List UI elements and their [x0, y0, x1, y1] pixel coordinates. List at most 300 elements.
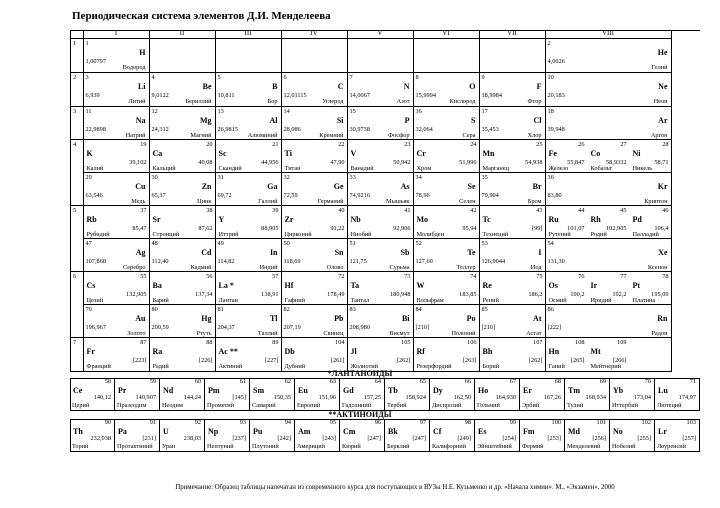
element-name: Платина: [632, 297, 656, 305]
atomic-mass: 200,59: [151, 324, 169, 332]
element-name: Родий: [590, 231, 607, 239]
atomic-mass: 24,312: [151, 125, 169, 133]
element-name: Нептуний: [207, 442, 234, 450]
element-cf: [430, 419, 475, 452]
atomic-number: 31: [217, 174, 224, 182]
atomic-mass: 144,24: [183, 394, 201, 401]
atomic-number: 97: [419, 419, 426, 426]
element-name: Литий: [128, 97, 146, 105]
element-symbol: Pr: [118, 386, 127, 395]
period-label: 7: [73, 339, 77, 347]
atomic-mass: [210]: [415, 324, 430, 332]
element-ru: [546, 206, 588, 239]
element-cd: [150, 239, 216, 272]
atomic-mass: 195,09: [651, 291, 669, 299]
element-symbol: Pm: [208, 386, 220, 395]
element-symbol: He: [657, 48, 668, 57]
element-name: Водород: [122, 64, 146, 71]
element-name: Неодим: [162, 401, 183, 409]
element-symbol: Sn: [334, 248, 344, 258]
element-eu: [295, 378, 340, 411]
element-name: Углерод: [322, 97, 344, 105]
element-name: Вольфрам: [416, 297, 444, 305]
element-symbol: Al: [269, 115, 278, 125]
atomic-mass: 158,924: [405, 394, 426, 401]
atomic-number: 94: [284, 419, 291, 426]
element-symbol: Cr: [416, 149, 426, 159]
atomic-mass: 10,811: [217, 91, 235, 99]
element-rf: [414, 338, 480, 371]
element-rn: [546, 305, 672, 338]
element-name: Жолиотий: [350, 363, 378, 371]
atomic-number: 50: [283, 240, 290, 248]
element-be: [150, 73, 216, 106]
element-symbol: Re: [482, 281, 492, 291]
element-symbol: Sc: [218, 149, 227, 159]
element-name: Висмут: [389, 330, 410, 338]
element-co: [588, 140, 630, 173]
atomic-number: 59: [149, 378, 156, 385]
atomic-number: 84: [415, 306, 422, 314]
element-ir: [588, 272, 630, 305]
element-name: Натрий: [125, 131, 146, 139]
element-symbol: Ru: [548, 215, 559, 225]
element-si: [282, 107, 348, 140]
element-symbol: Bi: [401, 314, 410, 324]
atomic-number: 49: [217, 240, 224, 248]
element-name: Протактиний: [117, 442, 153, 450]
element-name: Серебро: [122, 264, 146, 272]
atomic-number: 47: [85, 240, 92, 248]
element-ta: [348, 272, 414, 305]
atomic-mass: 131,30: [547, 258, 565, 266]
element-br: [480, 173, 546, 206]
element-i: [480, 239, 546, 272]
element-sn: [282, 239, 348, 272]
element-symbol: Ra: [152, 347, 163, 357]
table-cell: [282, 39, 348, 73]
footnote: Примечание: Образец таблицы напечатан из современного курса для поступающих в ВУЗы Н.Е. Кузьменко и др. «Начала химии». М., «Экзамен», 2000: [175, 484, 615, 491]
element-symbol: F: [536, 81, 542, 91]
element-symbol: Er: [523, 386, 532, 395]
atomic-mass: 58,9332: [606, 159, 627, 167]
element-symbol: Cl: [533, 115, 542, 125]
element-mg: [150, 107, 216, 140]
element-symbol: Ho: [478, 386, 489, 395]
element-symbol: Hn: [548, 347, 560, 357]
element-symbol: Ce: [73, 386, 83, 395]
element-name: Марганец: [482, 165, 509, 173]
atomic-mass: 79,904: [481, 192, 499, 200]
atomic-number: 80: [151, 306, 158, 314]
atomic-number: 66: [464, 378, 471, 385]
period-cell: [70, 39, 84, 73]
element-pr: [115, 378, 160, 411]
element-ni: [630, 140, 672, 173]
element-hg: [150, 305, 216, 338]
element-name: Иттербий: [612, 401, 638, 409]
atomic-mass: 51,996: [459, 159, 477, 167]
element-symbol: Ca: [152, 149, 163, 159]
element-name: Титан: [284, 165, 301, 173]
atomic-mass: 88,905: [261, 225, 279, 233]
table-cell: [150, 39, 216, 73]
element-symbol: Pa: [118, 427, 127, 436]
atomic-number: 85: [481, 306, 488, 314]
atomic-mass: 127,60: [415, 258, 433, 266]
element-symbol: K: [86, 149, 93, 159]
atomic-mass: 140,907: [135, 394, 156, 401]
element-name: Хлор: [527, 131, 542, 139]
element-lr: [655, 419, 700, 452]
element-o: [414, 73, 480, 106]
element-symbol: Tc: [482, 215, 491, 225]
atomic-number: 100: [551, 419, 561, 426]
element-symbol: Ir: [590, 281, 598, 291]
atomic-mass: 69,72: [217, 192, 232, 200]
element-li: [84, 73, 150, 106]
atomic-number: 51: [349, 240, 356, 248]
element-name: Кислород: [449, 97, 476, 105]
element-c: [282, 73, 348, 106]
element-name: Лантан: [218, 297, 238, 305]
element-symbol: Nd: [163, 386, 174, 395]
element-tb: [385, 378, 430, 411]
element-re: [480, 272, 546, 305]
atomic-mass: [226]: [198, 357, 213, 365]
atomic-mass: 126,9044: [481, 258, 506, 266]
element-er: [520, 378, 565, 411]
element-cs: [84, 272, 150, 305]
atomic-number: 106: [467, 339, 477, 347]
atomic-number: 8: [415, 73, 419, 81]
atomic-number: 28: [662, 141, 669, 149]
element-symbol: Fr: [86, 347, 95, 357]
element-y: [216, 206, 282, 239]
group-label: VII: [507, 30, 517, 37]
atomic-number: 9: [481, 73, 485, 81]
atomic-number: 37: [140, 207, 147, 215]
element-symbol: Db: [284, 347, 295, 357]
element-symbol: Kr: [657, 182, 668, 192]
atomic-number: 109: [617, 339, 627, 347]
atomic-mass: 39,948: [547, 125, 565, 133]
element-symbol: Mn: [482, 149, 495, 159]
element-name: Фтор: [527, 97, 542, 105]
element-symbol: Sb: [400, 248, 410, 258]
atomic-mass: 26,9815: [217, 125, 238, 133]
atomic-number: 81: [217, 306, 224, 314]
element-symbol: Ge: [333, 182, 344, 192]
element-name: Берклий: [387, 442, 410, 450]
period-label: 3: [73, 107, 77, 115]
element-symbol: Li: [137, 81, 146, 91]
element-mn: [480, 140, 546, 173]
element-symbol: Nb: [350, 215, 361, 225]
element-symbol: Fm: [523, 427, 535, 436]
element-name: Диспрозий: [432, 401, 462, 409]
table-cell: [414, 39, 480, 73]
atomic-number: 38: [206, 207, 213, 215]
element-symbol: Y: [218, 215, 225, 225]
element-name: Бор: [267, 97, 278, 105]
atomic-mass: [266]: [612, 357, 627, 365]
element-th: [70, 419, 115, 452]
element-name: Эрбий: [522, 401, 540, 409]
element-name: Цинк: [197, 198, 212, 206]
element-te: [414, 239, 480, 272]
element-ge: [282, 173, 348, 206]
atomic-number: 54: [547, 240, 554, 248]
atomic-mass: [253]: [547, 435, 561, 442]
atomic-mass: 162,50: [453, 394, 471, 401]
element-symbol: Po: [466, 314, 476, 324]
element-symbol: Ta: [350, 281, 360, 291]
element-gd: [340, 378, 385, 411]
element-name: Мышьяк: [385, 198, 410, 206]
atomic-number: 89: [272, 339, 279, 347]
atomic-number: 55: [140, 273, 147, 281]
atomic-number: 30: [151, 174, 158, 182]
element-ac: [216, 338, 282, 371]
atomic-mass: 20,183: [547, 91, 565, 99]
element-h: [84, 39, 150, 72]
element-symbol: Ar: [658, 115, 668, 125]
element-symbol: Cs: [86, 281, 96, 291]
element-pd: [630, 206, 672, 239]
group-header: [414, 30, 480, 39]
element-name: Кремний: [319, 131, 344, 139]
element-pu: [250, 419, 295, 452]
atomic-number: 19: [140, 141, 147, 149]
table-cell: [348, 39, 414, 73]
atomic-number: 48: [151, 240, 158, 248]
element-name: Гелий: [651, 64, 668, 71]
element-symbol: B: [272, 81, 278, 91]
element-name: Тербий: [387, 401, 407, 409]
atomic-mass: 208,980: [349, 324, 370, 332]
group-label: V: [377, 30, 383, 37]
atomic-mass: [254]: [502, 435, 516, 442]
atomic-mass: 192,2: [612, 291, 627, 299]
element-cm: [340, 419, 385, 452]
element-name: Барий: [152, 297, 169, 305]
element-lu: [655, 378, 700, 411]
element-cu: [84, 173, 150, 206]
element-name: Рений: [482, 297, 499, 305]
element-symbol: Pb: [334, 314, 344, 324]
element-symbol: Pu: [253, 427, 263, 436]
atomic-number: 10: [547, 73, 554, 81]
element-os: [546, 272, 588, 305]
atomic-mass: 72,59: [283, 192, 298, 200]
atomic-mass: 74,9216: [349, 192, 370, 200]
atomic-mass: 92,906: [393, 225, 411, 233]
element-bk: [385, 419, 430, 452]
atomic-mass: 22,9898: [85, 125, 106, 133]
element-symbol: Ba: [152, 281, 162, 291]
atomic-number: 98: [464, 419, 471, 426]
atomic-number: 43: [536, 207, 543, 215]
element-name: Кюрий: [342, 442, 361, 450]
atomic-number: 83: [349, 306, 356, 314]
element-symbol: U: [163, 427, 169, 436]
group-header: [546, 30, 672, 39]
group-label: IV: [310, 30, 318, 37]
atomic-number: 14: [283, 107, 290, 115]
atomic-number: 105: [401, 339, 411, 347]
element-name: Прометий: [207, 401, 234, 409]
group-label: VIII: [601, 30, 615, 37]
atomic-mass: [263]: [462, 357, 477, 365]
element-name: Астат: [526, 330, 542, 338]
element-sr: [150, 206, 216, 239]
element-hf: [282, 272, 348, 305]
atomic-number: 29: [85, 174, 92, 182]
atomic-mass: [231]: [142, 435, 156, 442]
atomic-number: 2: [547, 40, 551, 47]
element-name: Тулий: [567, 401, 584, 409]
element-symbol: Br: [532, 182, 542, 192]
atomic-number: 92: [194, 419, 201, 426]
atomic-number: 73: [404, 273, 411, 281]
atomic-number: 18: [547, 107, 554, 115]
element-name: Гадолиний: [342, 401, 372, 409]
element-tl: [216, 305, 282, 338]
atomic-number: 61: [239, 378, 246, 385]
element-name: Калий: [86, 165, 104, 173]
element-name: Сера: [462, 131, 476, 139]
atomic-mass: 65,37: [151, 192, 166, 200]
atomic-mass: 4,0026: [547, 58, 565, 65]
element-es: [475, 419, 520, 452]
atomic-mass: 118,69: [283, 258, 301, 266]
element-tm: [565, 378, 610, 411]
atomic-mass: 14,0067: [349, 91, 370, 99]
atomic-number: 20: [206, 141, 213, 149]
element-no: [610, 419, 655, 452]
element-name: Франций: [86, 363, 111, 371]
group-header: [282, 30, 348, 39]
element-cl: [480, 107, 546, 140]
atomic-mass: 44,956: [261, 159, 279, 167]
element-zr: [282, 206, 348, 239]
period-label: 6: [73, 273, 77, 281]
atomic-mass: [256]: [592, 435, 606, 442]
element-name: Селен: [459, 198, 476, 206]
atomic-mass: 107,868: [85, 258, 106, 266]
element-symbol: Dy: [433, 386, 443, 395]
atomic-mass: 95,94: [462, 225, 477, 233]
atomic-number: 101: [596, 419, 606, 426]
element-na: [84, 107, 150, 140]
group-label: II: [179, 30, 185, 37]
atomic-number: 27: [620, 141, 627, 149]
element-name: Стронций: [152, 231, 180, 239]
element-fe: [546, 140, 588, 173]
element-symbol: Ne: [658, 81, 668, 91]
element-f: [480, 73, 546, 106]
element-symbol: In: [269, 248, 278, 258]
atomic-mass: 132,905: [126, 291, 147, 299]
atomic-number: 41: [404, 207, 411, 215]
period-label: 1: [73, 40, 77, 47]
element-symbol: Ag: [135, 248, 146, 258]
element-db: [282, 338, 348, 371]
atomic-number: 104: [335, 339, 345, 347]
element-al: [216, 107, 282, 140]
atomic-number: 68: [554, 378, 561, 385]
atomic-number: 71: [689, 378, 696, 385]
atomic-number: 93: [239, 419, 246, 426]
element-name: Железо: [548, 165, 569, 173]
atomic-number: 6: [283, 73, 287, 81]
atomic-number: 4: [151, 73, 155, 81]
element-symbol: Gd: [343, 386, 354, 395]
group-header: [348, 30, 414, 39]
atomic-mass: 55,847: [567, 159, 585, 167]
atomic-number: 75: [536, 273, 543, 281]
atomic-number: 32: [283, 174, 290, 182]
element-name: Никель: [632, 165, 653, 173]
element-name: Галлий: [258, 198, 278, 206]
element-bi: [348, 305, 414, 338]
element-name: Молибден: [416, 231, 444, 239]
atomic-mass: 9,0122: [151, 91, 169, 99]
element-ag: [84, 239, 150, 272]
element-symbol: Hg: [201, 314, 212, 324]
element-name: Актиний: [218, 363, 243, 371]
atomic-mass: [247]: [412, 435, 426, 442]
atomic-mass: 204,37: [217, 324, 235, 332]
element-w: [414, 272, 480, 305]
element-symbol: Mg: [199, 115, 212, 125]
page-title: Периодическая система элементов Д.И. Менделеева: [72, 10, 331, 22]
element-name: Технеций: [482, 231, 509, 239]
element-name: Ртуть: [196, 330, 212, 338]
element-symbol: Mo: [416, 215, 429, 225]
element-symbol: Co: [590, 149, 601, 159]
atomic-mass: [257]: [682, 435, 696, 442]
element-name: Ганий: [548, 363, 565, 371]
element-yb: [610, 378, 655, 411]
atomic-number: 35: [481, 174, 488, 182]
element-symbol: Bk: [388, 427, 398, 436]
element-symbol: Zr: [284, 215, 294, 225]
element-n: [348, 73, 414, 106]
atomic-number: 96: [374, 419, 381, 426]
element-name: Радий: [152, 363, 169, 371]
element-name: Ниобий: [350, 231, 372, 239]
element-symbol: C: [337, 81, 344, 91]
atomic-number: 23: [404, 141, 411, 149]
element-name: Лютеций: [657, 401, 682, 409]
element-name: Фермий: [522, 442, 544, 450]
atomic-number: 17: [481, 107, 488, 115]
atomic-number: 67: [509, 378, 516, 385]
element-nd: [160, 378, 205, 411]
element-symbol: Mt: [590, 347, 601, 357]
element-name: Олово: [326, 264, 344, 272]
element-symbol: Yb: [613, 386, 624, 395]
element-fr: [84, 338, 150, 371]
atomic-mass: 186,2: [528, 291, 543, 299]
atomic-number: 46: [662, 207, 669, 215]
atomic-mass: 178,49: [327, 291, 345, 299]
element-symbol: O: [469, 81, 476, 91]
element-symbol: P: [404, 115, 410, 125]
atomic-number: 52: [415, 240, 422, 248]
